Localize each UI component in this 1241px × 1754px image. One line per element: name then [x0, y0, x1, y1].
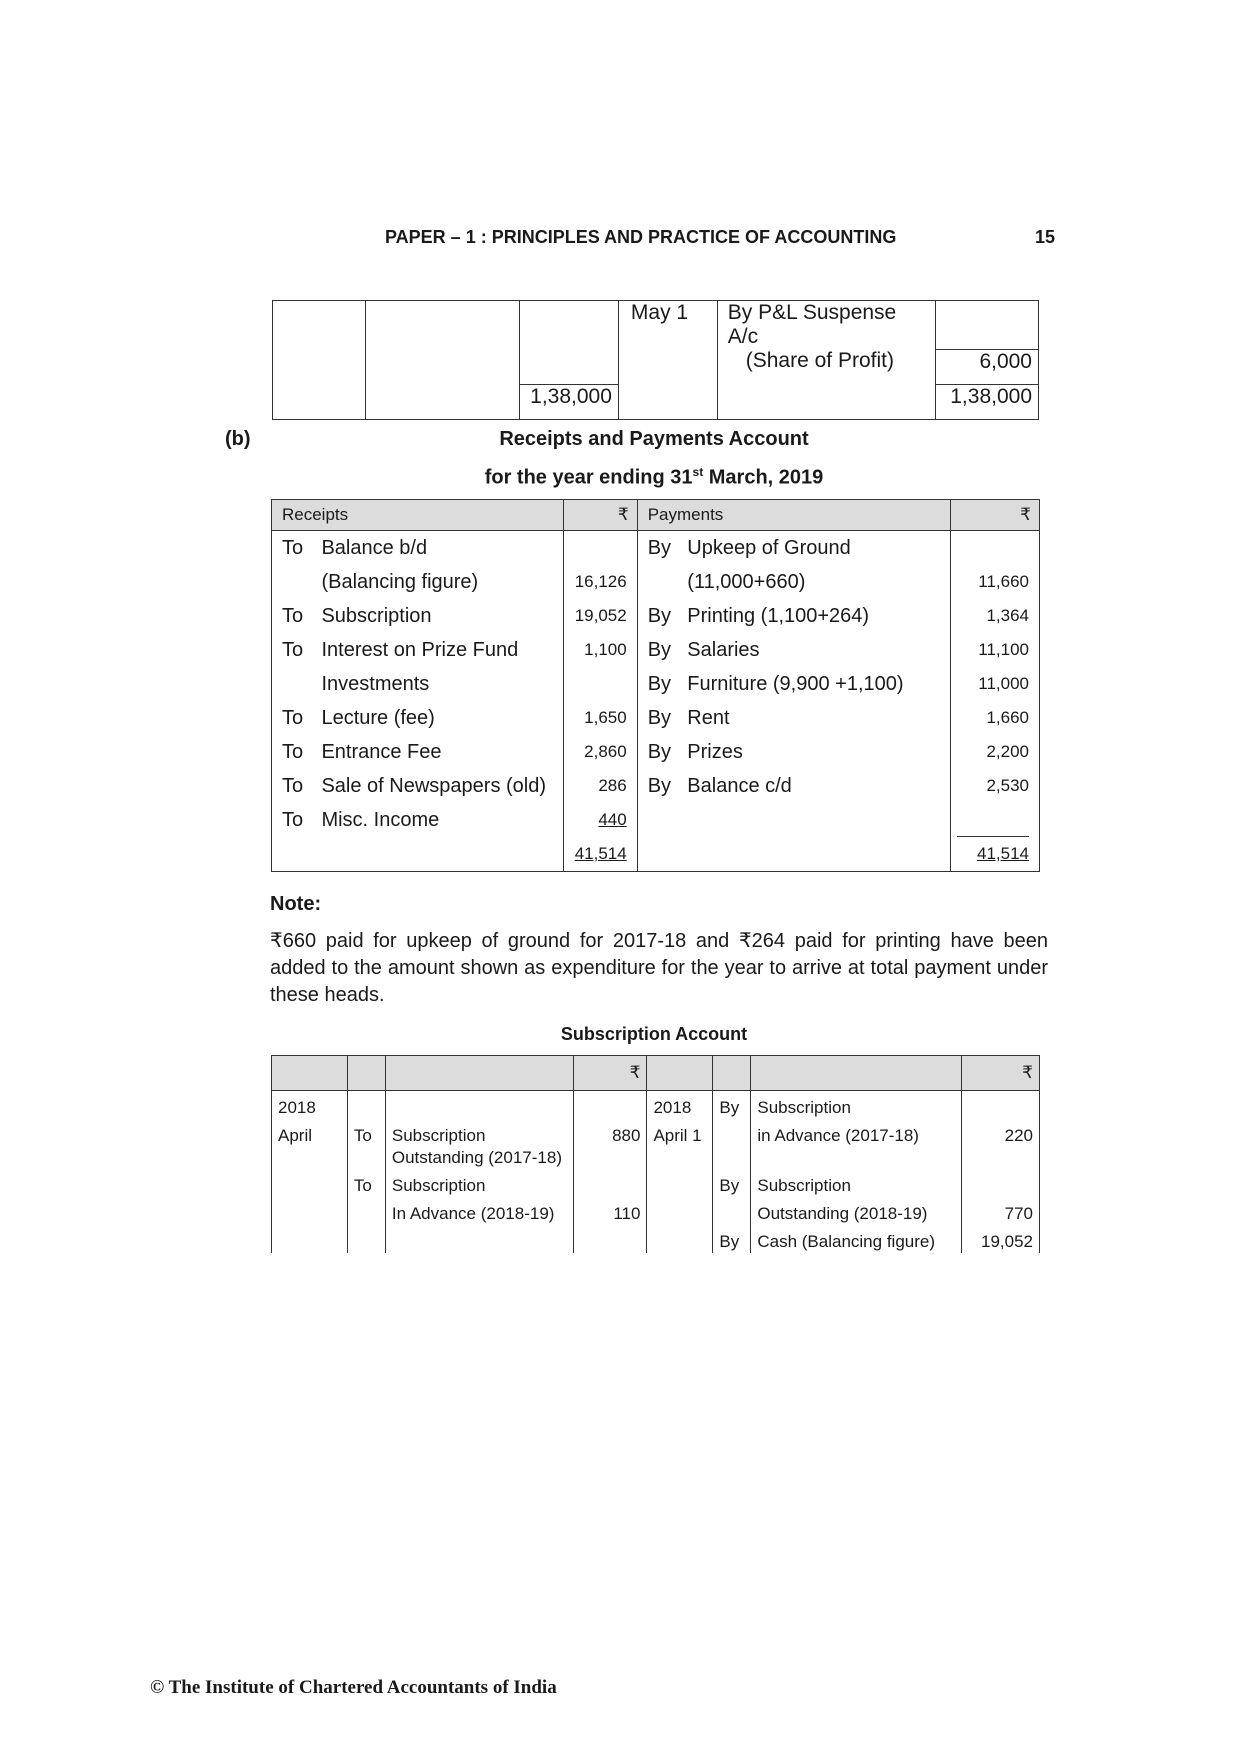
right-amount: 220 [961, 1119, 1039, 1169]
left-entry-line: In Advance (2018-19) [385, 1197, 573, 1225]
receipt-item: Misc. Income [321, 809, 440, 831]
ledger-total-right: 1,38,000 [936, 384, 1039, 419]
payment-item: Balance c/d [687, 775, 792, 797]
right-date: April 1 [647, 1119, 713, 1169]
left-month: April [272, 1119, 348, 1169]
table-row [272, 1119, 1040, 1169]
ledger-entry-amount: 6,000 [936, 349, 1039, 384]
subtitle-sup: st [692, 465, 704, 479]
prefix [637, 565, 683, 599]
table-row [272, 633, 1040, 667]
receipt-item: Lecture (fee) [321, 707, 435, 729]
table-row-total [272, 837, 1040, 872]
note-heading: Note: [270, 893, 322, 915]
receipt-amount: 2,860 [564, 735, 638, 769]
left-amount: 110 [573, 1197, 647, 1225]
footer-copyright: © The Institute of Chartered Accountants of India [150, 1677, 557, 1698]
prefix: To [282, 775, 304, 797]
prefix [272, 565, 318, 599]
right-entry-line: Subscription [751, 1169, 962, 1197]
table-row [272, 769, 1040, 803]
ledger-total-left: 1,38,000 [520, 384, 619, 419]
left-entry-line: Outstanding (2017-18) [391, 1148, 562, 1167]
subtitle-text: for the year ending 31 [484, 466, 693, 489]
payment-item: Rent [687, 707, 730, 729]
receipt-amount: 1,100 [564, 633, 638, 667]
rp-account-subtitle [270, 465, 1038, 490]
prefix: By [647, 707, 672, 729]
subscription-account-table [271, 1055, 1040, 1253]
rupee-header: ₹ [950, 500, 1039, 531]
ledger-cell-empty [520, 301, 619, 350]
receipt-amount: 1,650 [564, 701, 638, 735]
prefix: By [647, 639, 672, 661]
prefix [637, 803, 683, 837]
table-row [272, 667, 1040, 701]
ledger-cell-empty [365, 301, 519, 350]
prefix: To [347, 1169, 385, 1197]
payment-item: Salaries [687, 639, 760, 661]
table-row [272, 1169, 1040, 1197]
subscription-account-title: Subscription Account [560, 1024, 748, 1044]
receipt-item: Interest on Prize Fund [321, 639, 519, 661]
header-cell [751, 1056, 962, 1091]
prefix: To [282, 537, 304, 559]
receipt-item: Subscription [321, 605, 432, 627]
table-row [272, 1225, 1040, 1253]
prefix: By [647, 605, 672, 627]
ledger-cell-empty [273, 301, 366, 350]
receipt-item: Sale of Newspapers (old) [321, 775, 547, 797]
right-entry-line: in Advance (2017-18) [751, 1119, 962, 1169]
prefix: By [647, 775, 672, 797]
header-cell [385, 1056, 573, 1091]
section-label: (b) [225, 428, 251, 450]
table-row [272, 565, 1040, 599]
payment-amount: 1,660 [950, 701, 1039, 735]
payment-amount: 2,530 [950, 769, 1039, 803]
prefix: To [282, 605, 304, 627]
table-row [272, 599, 1040, 633]
prefix [272, 667, 318, 701]
payment-amount: 11,660 [950, 565, 1039, 599]
note-text: ₹660 paid for upkeep of ground for 2017-18 and ₹264 paid for printing have been added to the amount shown as expenditure for the year to arrive at total payment under these heads. [270, 930, 1048, 1006]
page-number: 15 [1035, 227, 1056, 247]
prefix: By [647, 673, 672, 695]
payment-item: Printing (1,100+264) [687, 605, 870, 627]
header-cell [272, 1056, 348, 1091]
receipts-header: Receipts [272, 500, 564, 531]
header-cell [713, 1056, 751, 1091]
left-entry-line: Subscription [391, 1126, 486, 1145]
receipt-amount: 16,126 [564, 565, 638, 599]
receipts-total: 41,514 [564, 837, 638, 872]
table-row [272, 735, 1040, 769]
table-row [272, 1197, 1040, 1225]
left-entry-line: Subscription [385, 1169, 573, 1197]
receipt-item: (Balancing figure) [321, 571, 479, 593]
subtitle-text: March, 2019 [703, 466, 824, 489]
receipt-item: Investments [321, 673, 430, 695]
prefix: To [282, 639, 304, 661]
receipt-amount: 19,052 [564, 599, 638, 633]
table-row [272, 701, 1040, 735]
receipt-amount [564, 667, 638, 701]
left-year: 2018 [272, 1091, 348, 1120]
payment-item: Upkeep of Ground [687, 537, 851, 559]
ledger-entry-line2: (Share of Profit) [717, 349, 935, 384]
receipt-item: Balance b/d [321, 537, 428, 559]
right-amount: 770 [961, 1197, 1039, 1225]
right-entry-line: Subscription [751, 1091, 962, 1120]
table-row [272, 1091, 1040, 1120]
right-entry-line: Outstanding (2018-19) [751, 1197, 962, 1225]
payment-item [683, 803, 950, 837]
receipt-amount: 286 [564, 769, 638, 803]
table-row [272, 803, 1040, 837]
payment-amount: 1,364 [950, 599, 1039, 633]
ledger-cell-empty [936, 301, 1039, 350]
prefix: To [282, 741, 304, 763]
header-cell [647, 1056, 713, 1091]
payment-item: Prizes [687, 741, 743, 763]
payment-item: Furniture (9,900 +1,100) [687, 673, 904, 695]
receipt-amount: 440 [564, 803, 638, 837]
payments-header: Payments [637, 500, 950, 531]
prefix: To [282, 707, 304, 729]
ledger-fragment-table [272, 300, 1039, 420]
right-year: 2018 [647, 1091, 713, 1120]
prefix: By [713, 1169, 751, 1197]
running-header: PAPER – 1 : PRINCIPLES AND PRACTICE OF ACCOUNTING [385, 227, 897, 247]
receipt-item: Entrance Fee [321, 741, 442, 763]
ledger-entry-line1: By P&L Suspense A/c [717, 301, 935, 350]
receipts-payments-table [271, 499, 1040, 872]
payment-amount: 11,100 [950, 633, 1039, 667]
prefix: By [647, 537, 672, 559]
right-entry-line: Cash (Balancing figure) [751, 1225, 962, 1253]
table-row [272, 531, 1040, 566]
payment-amount [950, 531, 1039, 566]
prefix: To [282, 809, 304, 831]
rupee-header: ₹ [961, 1056, 1039, 1091]
payment-item: (11,000+660) [687, 571, 806, 593]
payment-amount: 2,200 [950, 735, 1039, 769]
rupee-header: ₹ [564, 500, 638, 531]
payment-amount: 11,000 [950, 667, 1039, 701]
left-amount: 880 [573, 1119, 647, 1169]
rp-account-title: Receipts and Payments Account [499, 428, 809, 450]
rupee-header: ₹ [573, 1056, 647, 1091]
prefix: By [713, 1225, 751, 1253]
receipt-amount [564, 531, 638, 566]
ledger-date: May 1 [618, 301, 717, 350]
prefix: To [347, 1119, 385, 1169]
left-entry [385, 1119, 573, 1169]
payments-total: 41,514 [950, 837, 1039, 872]
payment-amount-rule [950, 803, 1039, 837]
prefix: By [647, 741, 672, 763]
right-amount: 19,052 [961, 1225, 1039, 1253]
prefix: By [713, 1091, 751, 1120]
header-cell [347, 1056, 385, 1091]
